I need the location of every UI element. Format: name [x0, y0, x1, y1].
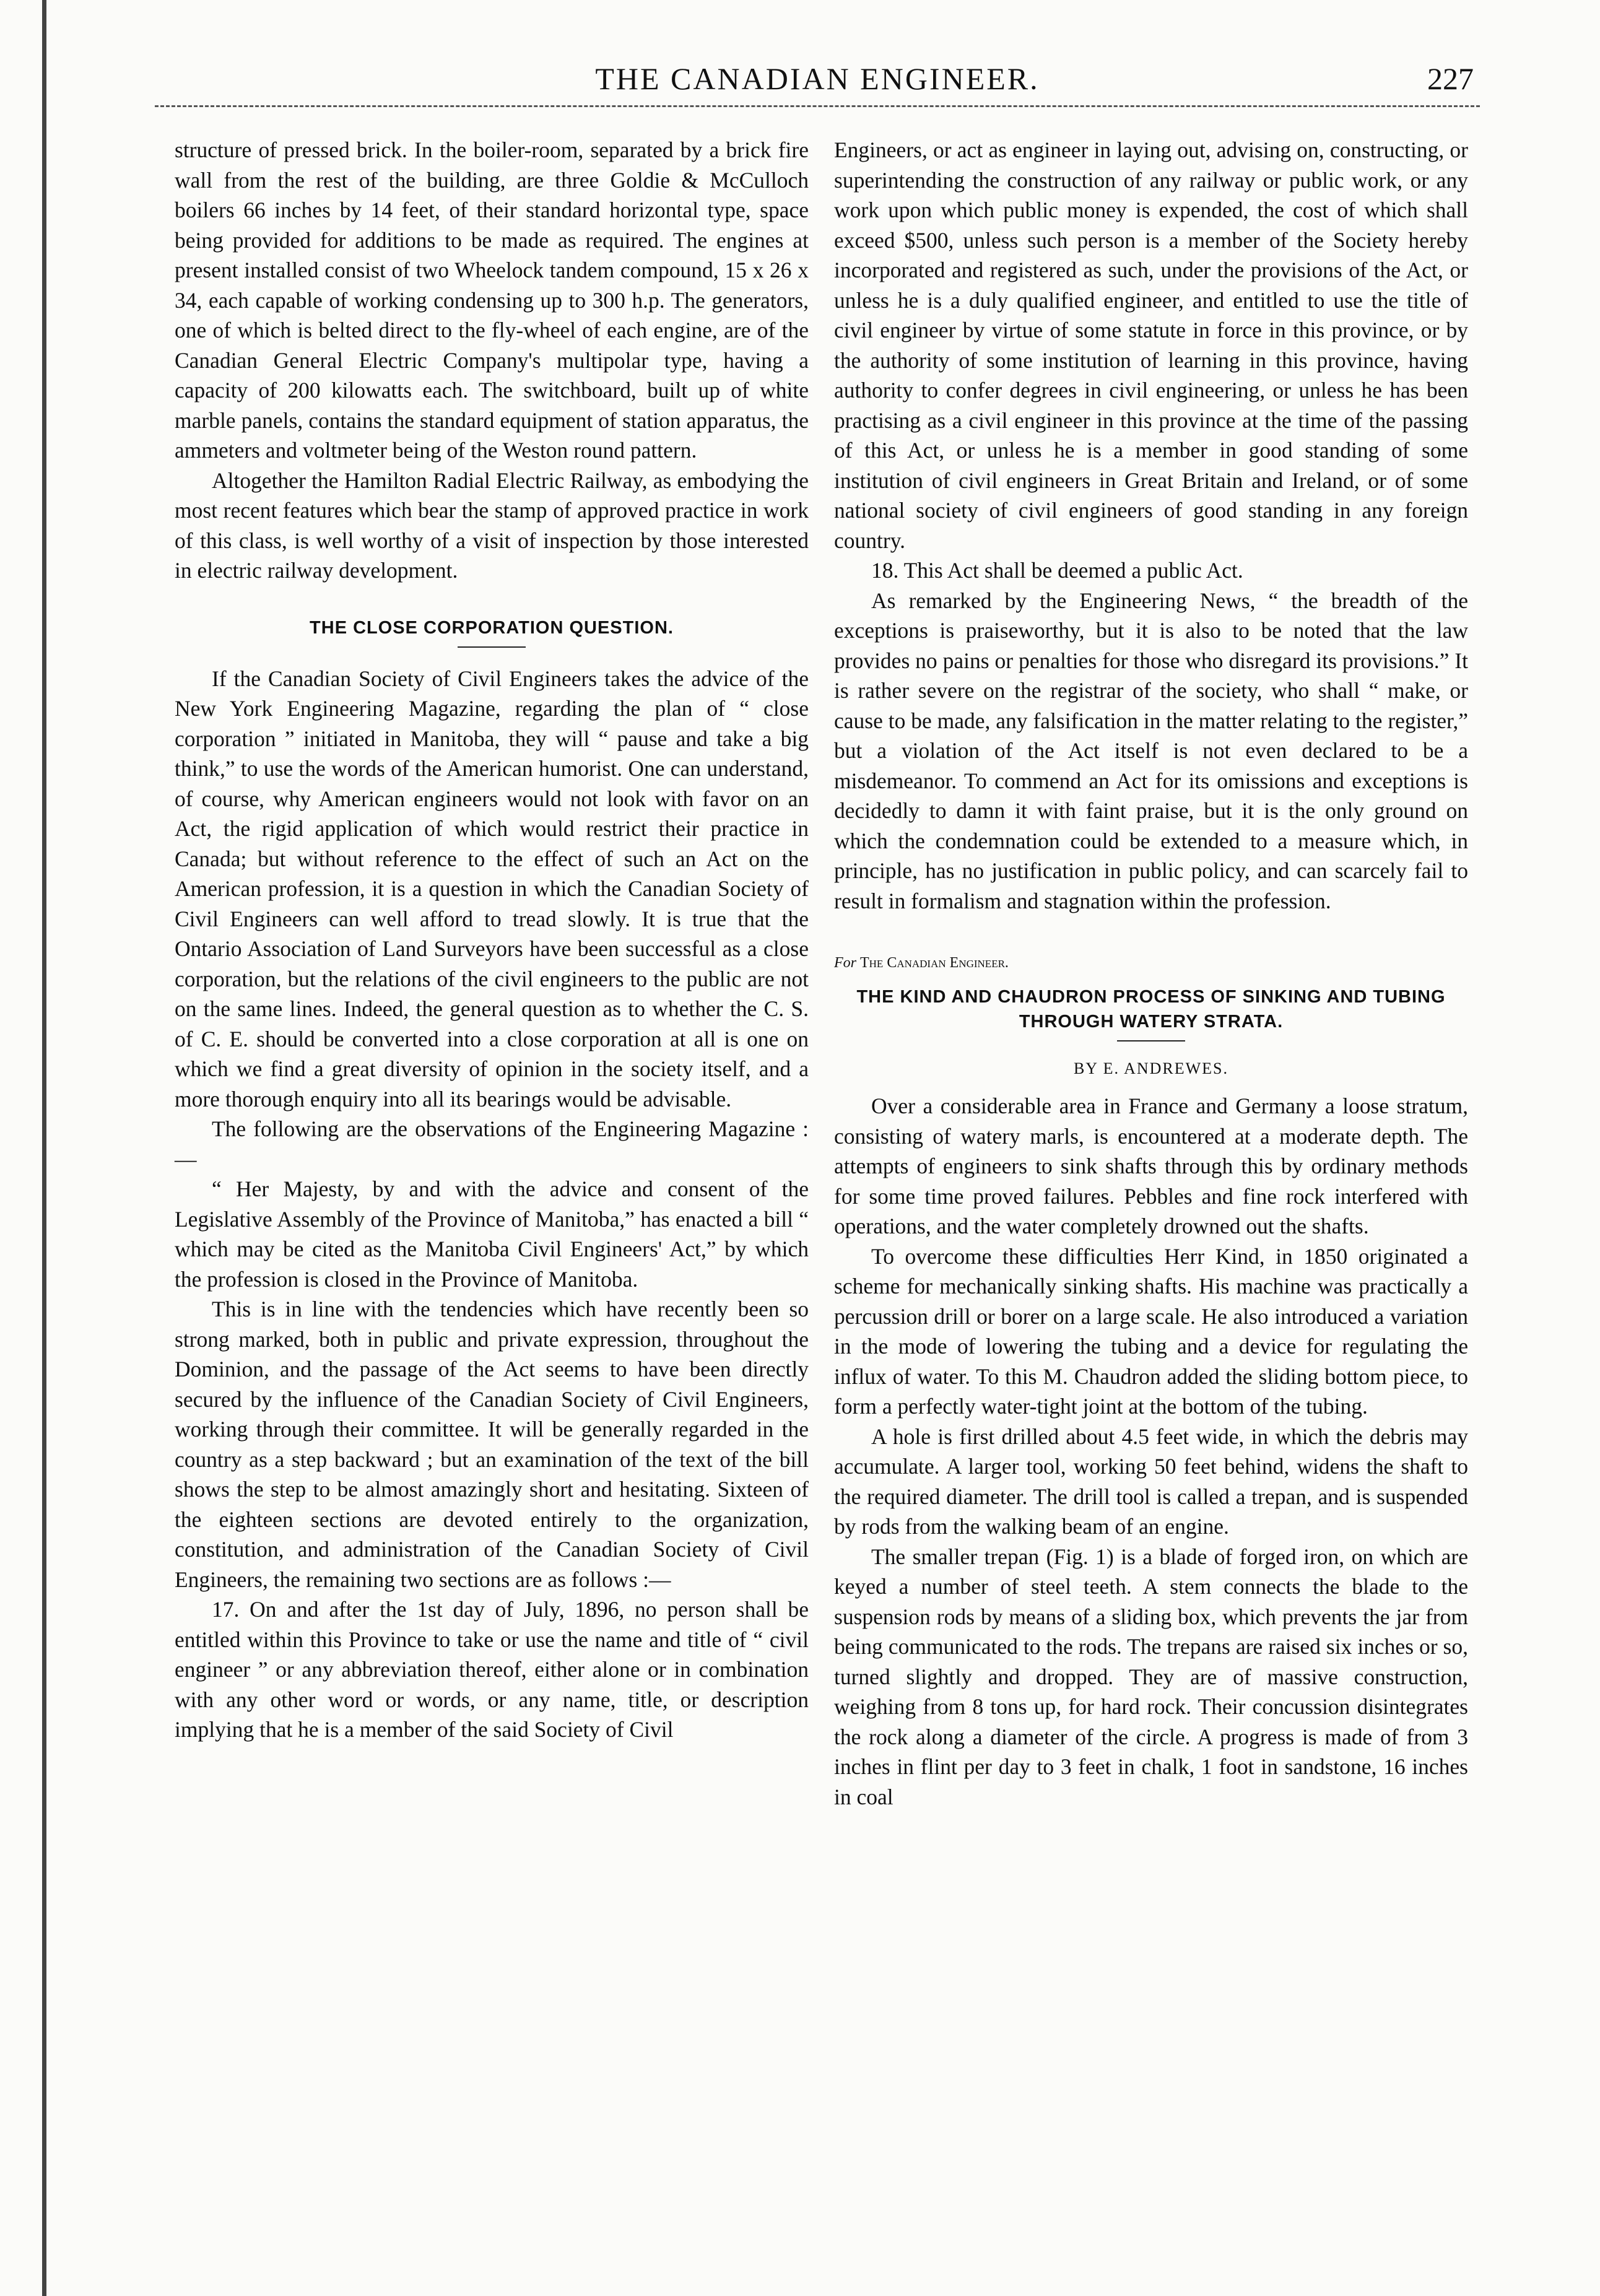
paragraph: To overcome these difficulties Herr Kind, in 1850 originated a scheme for mechanically sinking shafts. His machine was practically a percussion drill or borer on a large scale. He also introduced a variation in the mode of lowering the tubing and a device for regulating the influx of water. To this M. Chaudron added the sliding bottom piece, to form a perfectly water-tight joint at the bottom of the tubing. [834, 1243, 1468, 1419]
paragraph: As remarked by the Engineering News, “ the breadth of the exceptions is praiseworthy, but it is also to be noted that the law provides no pains or penalties for those who disregard its provisions.” It is rather severe on the registrar of the society, who shall “ make, or cause to be made, any falsification in the matter relating to the register,” but a violation of the Act itself is not even declared to be a misdemeanor. To commend an Act for its omissions and exceptions is decidedly to damn it with faint praise, but it is the only ground on which the condemnation could be extended to a measure which, in principle, has no justification in public policy, and can scarcely fail to result in formalism and stagnation within the profession. [834, 588, 1468, 913]
source-credit-prefix: For [834, 955, 856, 971]
source-credit-name: The Canadian Engineer. [860, 955, 1009, 971]
paragraph: Engineers, or act as engineer in laying out, advising on, constructing, or superintending the construction of any railway or public work, or any work upon which public money is expended, the cost of which shall exceed $500, unless such person is a member of the Society hereby incorporated and registered as such, under the provisions of the Act, or unless he is a duly qualified engineer, and entitled to use the title of civil engineer by virtue of some statute in force in this province, or by the authority of some institution of learning in this province, having authority to confer degrees in civil engineering, or unless he has been practising as a civil engineer in this province at the time of the passing of this Act, or unless he is a member in good standing of some institution of civil engineers in Great Britain and Ireland, or of some national society of civil engineers of good standing in any foreign country. [834, 137, 1468, 553]
paragraph: 18. This Act shall be deemed a public Act. [871, 558, 1243, 583]
paragraph: A hole is first drilled about 4.5 feet wide, in which the debris may accumulate. A larger tool, working 50 feet behind, widens the shaft to the required diameter. The drill tool is called a trepan, and is suspended by rods from the walking beam of an engine. [834, 1424, 1468, 1539]
byline: BY E. ANDREWES. [1073, 1059, 1229, 1077]
paragraph: Altogether the Hamilton Radial Electric Railway, as embodying the most recent features which bear the stamp of approved practice in work of this class, is well worthy of a visit of inspection by those interested in electric railway development. [175, 467, 809, 583]
journal-title: THE CANADIAN ENGINEER. [595, 61, 1040, 96]
article-heading: THE KIND AND CHAUDRON PROCESS OF SINKING AND TUBING THROUGH WATERY STRATA. [856, 986, 1446, 1032]
paragraph: 17. On and after the 1st day of July, 1896, no person shall be entitled within this Province to take or use the name and title of “ civil engineer ” or any abbreviation thereof, either alone or in combination with any other word or words, or any name, title, or description implying that he is a member of the said Society of Civil [175, 1597, 809, 1742]
left-column [175, 135, 809, 1745]
paragraph: structure of pressed brick. In the boiler-room, separated by a brick fire wall from the rest of the building, are three Goldie & McCulloch boilers 66 inches by 14 feet, of their standard horizontal type, space being provided for additions to be made as required. The engines at present installed consist of two Wheelock tandem compound, 15 x 26 x 34, each capable of working condensing up to 300 h.p. The generators, one of which is belted direct to the fly-wheel of each engine, are of the Canadian General Electric Company's multipolar type, having a capacity of 200 kilowatts each. The switchboard, built up of white marble panels, contains the standard equipment of station apparatus, the ammeters and voltmeter being of the Weston round pattern. [175, 137, 809, 463]
paragraph: The smaller trepan (Fig. 1) is a blade of forged iron, on which are keyed a number of steel teeth. A stem connects the blade to the suspension rods by means of a sliding box, which prevents the jar from being communicated to the rods. The trepans are raised six inches or so, turned slightly and dropped. They are of massive construction, weighing from 8 tons up, for hard rock. Their concussion disintegrates the rock along a diameter of the circle. A progress is made of from 3 inches in flint per day to 3 feet in chalk, 1 foot in sandstone, 16 inches in coal [834, 1544, 1468, 1809]
paragraph: This is in line with the tendencies which have recently been so strong marked, both in public and private expression, throughout the Dominion, and the passage of the Act seems to have been directly secured by the influence of the Canadian Society of Civil Engineers, working through their committee. It will be generally regarded in the country as a step backward ; but an examination of the text of the bill shows the step to be almost amazingly short and hesitating. Sixteen of the eighteen sections are devoted entirely to the organization, constitution, and administration of the Canadian Society of Civil Engineers, the remaining two sections are as follows :— [175, 1297, 809, 1592]
paragraph: “ Her Majesty, by and with the advice and consent of the Legislative Assembly of the Province of Manitoba,” has enacted a bill “ which may be cited as the Manitoba Civil Engineers' Act,” by which the profession is closed in the Province of Manitoba. [175, 1176, 809, 1292]
heading-rule [458, 646, 526, 648]
heading-rule [1117, 1040, 1185, 1041]
article-heading: THE CLOSE CORPORATION QUESTION. [310, 617, 674, 638]
source-credit [834, 948, 1468, 978]
paragraph: If the Canadian Society of Civil Engineers takes the advice of the New York Engineering Magazine, regarding the plan of “ close corporation ” initiated in Manitoba, they will “ pause and take a big think,” to use the words of the American humorist. One can understand, of course, why American engineers would not look with favor on an Act, the rigid application of which would restrict their practice in Canada; but without reference to the effect of such an Act on the American profession, it is a question in which the Canadian Society of Civil Engineers can well afford to tread slowly. It is true that the Ontario Association of Land Surveyors have been successful as a close corporation, but the relations of the civil engineers to the public are not on the same lines. Indeed, the general question as to whether the C. S. of C. E. should be converted into a close corporation at all is one on which we find a great diversity of opinion in the society itself, and a more thorough enquiry into all its bearings would be advisable. [175, 666, 809, 1111]
page-number: 227 [1427, 61, 1474, 96]
paragraph: Over a considerable area in France and Germany a loose stratum, consisting of watery marls, is encountered at a moderate depth. The attempts of engineers to sink shafts through this by ordinary methods for some time proved failures. Pebbles and fine rock interfered with operations, and the water completely drowned out the shafts. [834, 1094, 1468, 1238]
scan-edge [42, 0, 46, 2296]
header-rule [155, 105, 1480, 107]
page-header [161, 61, 1474, 110]
paragraph: The following are the observations of the Engineering Magazine :— [175, 1116, 809, 1172]
right-column [834, 135, 1468, 1812]
